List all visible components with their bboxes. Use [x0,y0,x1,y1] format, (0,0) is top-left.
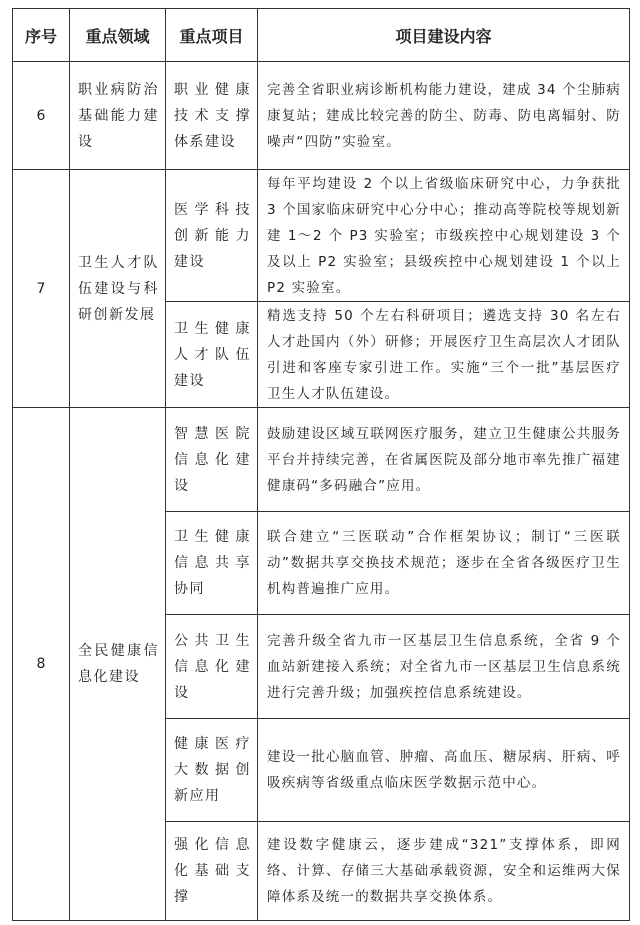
table-row [13,62,630,170]
row-number: 6 [13,62,70,170]
key-area: 卫生人才队伍建设与科研创新发展 [70,170,166,408]
header-content: 项目建设内容 [258,9,630,62]
key-project: 职业健康技术支撑体系建设 [166,62,258,170]
key-project: 卫生健康信息共享协同 [166,512,258,615]
project-content: 完善升级全省九市一区基层卫生信息系统，全省 9 个血站新建接入系统；对全省九市一区基层卫生信息系统进行完善升级；加强疾控信息系统建设。 [258,615,630,719]
header-no: 序号 [13,9,70,62]
table-header-row [13,9,630,62]
key-project: 医学科技创新能力建设 [166,170,258,302]
key-project: 卫生健康人才队伍建设 [166,302,258,408]
header-area: 重点领域 [70,9,166,62]
table-row [13,170,630,302]
key-project: 健康医疗大数据创新应用 [166,719,258,822]
project-content: 联合建立“三医联动”合作框架协议；制订“三医联动”数据共享交换技术规范；逐步在全省各级医疗卫生机构普遍推广应用。 [258,512,630,615]
header-project: 重点项目 [166,9,258,62]
table-row [13,408,630,512]
project-content: 鼓励建设区域互联网医疗服务，建立卫生健康公共服务平台并持续完善，在省属医院及部分地市率先推广福建健康码“多码融合”应用。 [258,408,630,512]
row-number: 8 [13,408,70,921]
project-content: 建设一批心脑血管、肿瘤、高血压、糖尿病、肝病、呼吸疾病等省级重点临床医学数据示范中心。 [258,719,630,822]
project-table [12,8,630,921]
project-content: 精选支持 50 个左右科研项目；遴选支持 30 名左右人才赴国内（外）研修；开展医疗卫生高层次人才团队引进和客座专家引进工作。实施“三个一批”基层医疗卫生人才队伍建设。 [258,302,630,408]
project-content: 每年平均建设 2 个以上省级临床研究中心，力争获批 3 个国家临床研究中心分中心；推动高等院校等规划新建 1～2 个 P3 实验室；市级疾控中心规划建设 3 个及以上 P2 实验室；县级疾控中心规划建设 1 个以上 P2 实验室。 [258,170,630,302]
key-project: 强化信息化基础支撑 [166,822,258,921]
row-number: 7 [13,170,70,408]
project-content: 完善全省职业病诊断机构能力建设，建成 34 个尘肺病康复站；建成比较完善的防尘、防毒、防电离辐射、防噪声“四防”实验室。 [258,62,630,170]
key-area: 全民健康信息化建设 [70,408,166,921]
key-area: 职业病防治基础能力建设 [70,62,166,170]
key-project: 公共卫生信息化建设 [166,615,258,719]
key-project: 智慧医院信息化建设 [166,408,258,512]
project-content: 建设数字健康云，逐步建成“321”支撑体系，即网络、计算、存储三大基础承载资源，安全和运维两大保障体系及统一的数据共享交换体系。 [258,822,630,921]
